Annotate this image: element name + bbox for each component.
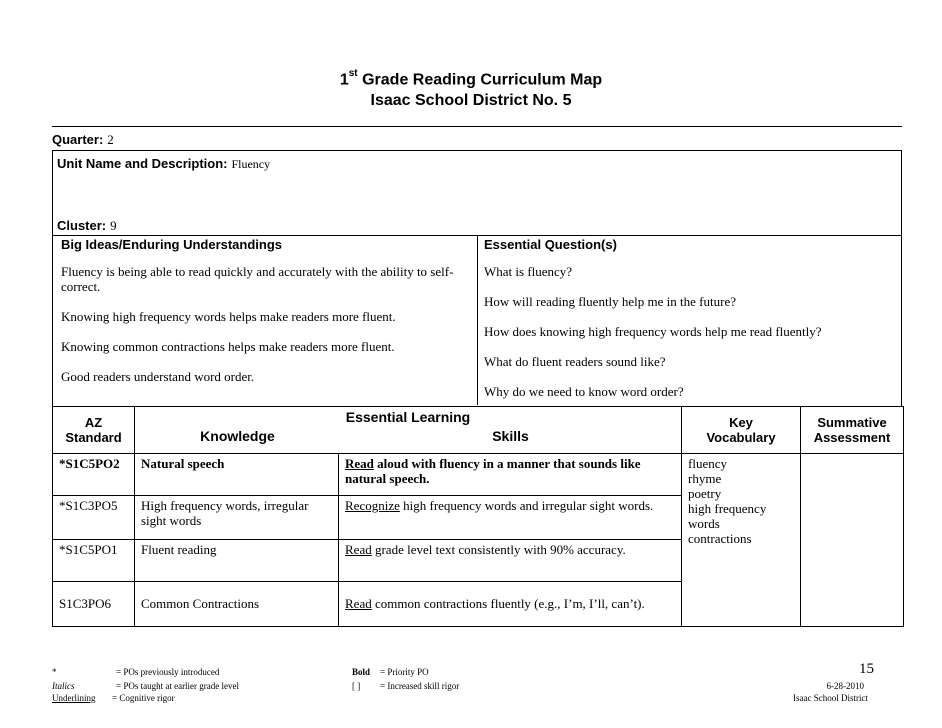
vocabulary-item: contractions: [688, 531, 752, 546]
header-vocabulary: Vocabulary: [706, 430, 776, 445]
essential-question-item: Why do we need to know word order?: [484, 384, 684, 399]
vocabulary-item: high frequency words: [688, 501, 767, 531]
skill-cell: [339, 582, 682, 627]
skill-cell: [339, 496, 682, 540]
skill-verb: Read: [345, 456, 374, 471]
standard-cell: *S1C3PO5: [53, 496, 135, 540]
header-az: AZ: [84, 415, 103, 430]
standard-cell: S1C3PO6: [53, 582, 135, 627]
big-idea-item: Good readers understand word order.: [61, 369, 255, 384]
essential-questions-column: [478, 235, 901, 399]
page-number: 15: [859, 661, 874, 677]
header-essential: Essential Learning: [345, 409, 471, 425]
vocabulary-cell: [682, 454, 801, 627]
table-row: [53, 454, 904, 496]
essential-questions-heading: Essential Question(s): [484, 237, 617, 252]
ideas-questions-box: [52, 235, 902, 407]
big-idea-item: Fluency is being able to read quickly and accurately with the ability to self-correct.: [61, 264, 454, 294]
unit-name-value: Fluency: [231, 157, 271, 171]
essential-question-item: How does knowing high frequency words help me read fluently?: [484, 324, 822, 339]
title-number: 1: [339, 71, 349, 89]
skill-text: high frequency words and irregular sight words.: [399, 498, 654, 513]
skill-cell: [339, 540, 682, 582]
essential-question-item: What do fluent readers sound like?: [484, 354, 666, 369]
legend-symbol: Underlining: [52, 693, 96, 703]
cluster-label: Cluster:: [57, 218, 107, 233]
legend-symbol: Bold: [352, 667, 371, 677]
header-knowledge: Knowledge: [200, 428, 275, 444]
skill-text: grade level text consistently with 90% accuracy.: [371, 542, 626, 557]
skill-text: aloud with fluency in a manner that sounds like natural speech.: [345, 456, 641, 486]
skill-verb: Recognize: [345, 498, 400, 513]
legend-description: = POs taught at earlier grade level: [116, 681, 240, 691]
big-ideas-column: [53, 235, 478, 405]
header-key: Key: [729, 415, 753, 430]
legend-symbol: Italics: [52, 681, 75, 691]
footer-district: Isaac School District: [793, 693, 868, 703]
header-essential-learning: [135, 407, 682, 454]
essential-learning-table: [52, 406, 904, 627]
legend-description: = POs previously introduced: [116, 667, 220, 677]
header-skills: Skills: [492, 428, 529, 444]
title-superscript: st: [348, 68, 358, 79]
header-az-standard: [53, 407, 135, 454]
title-text: Grade Reading Curriculum Map: [357, 71, 603, 89]
big-idea-item: Knowing high frequency words helps make readers more fluent.: [61, 309, 396, 324]
page-subtitle: Isaac School District No. 5: [370, 92, 572, 109]
big-idea-item: Knowing common contractions helps make readers more fluent.: [61, 339, 395, 354]
unit-name-label: Unit Name and Description:: [57, 156, 228, 171]
essential-question-item: What is fluency?: [484, 264, 573, 279]
legend-symbol: *: [52, 667, 57, 677]
vocabulary-item: fluency: [688, 456, 727, 471]
quarter-label: Quarter:: [52, 132, 104, 147]
skill-verb: Read: [345, 596, 372, 611]
skill-cell: [339, 454, 682, 496]
header-standard: Standard: [65, 430, 122, 445]
standard-cell: *S1C5PO2: [53, 454, 135, 496]
header-key-vocabulary: [682, 407, 801, 454]
header-summative-assessment: [801, 407, 904, 454]
legend-description: = Cognitive rigor: [112, 693, 175, 703]
header-summative: Summative: [817, 415, 887, 430]
skill-verb: Read: [345, 542, 372, 557]
knowledge-cell: Natural speech: [135, 454, 339, 496]
knowledge-cell: High frequency words, irregular sight words: [135, 496, 339, 540]
skill-text: common contractions fluently (e.g., I’m, I’ll, can’t).: [371, 596, 645, 611]
assessment-cell: [801, 454, 904, 627]
legend-description: = Priority PO: [380, 667, 429, 677]
essential-question-item: How will reading fluently help me in the future?: [484, 294, 736, 309]
vocabulary-item: rhyme: [688, 471, 722, 486]
header-assessment: Assessment: [813, 430, 891, 445]
unit-name-box: [52, 150, 902, 236]
footer-date: 6-28-2010: [826, 681, 864, 691]
knowledge-cell: Common Contractions: [135, 582, 339, 627]
legend-symbol: [ ]: [352, 681, 361, 691]
vocabulary-item: poetry: [688, 486, 722, 501]
cluster-value: 9: [110, 218, 117, 233]
page-title: [0, 70, 942, 89]
big-ideas-heading: Big Ideas/Enduring Understandings: [61, 237, 283, 252]
legend-description: = Increased skill rigor: [380, 681, 460, 691]
knowledge-cell: Fluent reading: [135, 540, 339, 582]
table-header-row: [53, 407, 904, 454]
quarter-value: 2: [107, 132, 114, 147]
standard-cell: *S1C5PO1: [53, 540, 135, 582]
